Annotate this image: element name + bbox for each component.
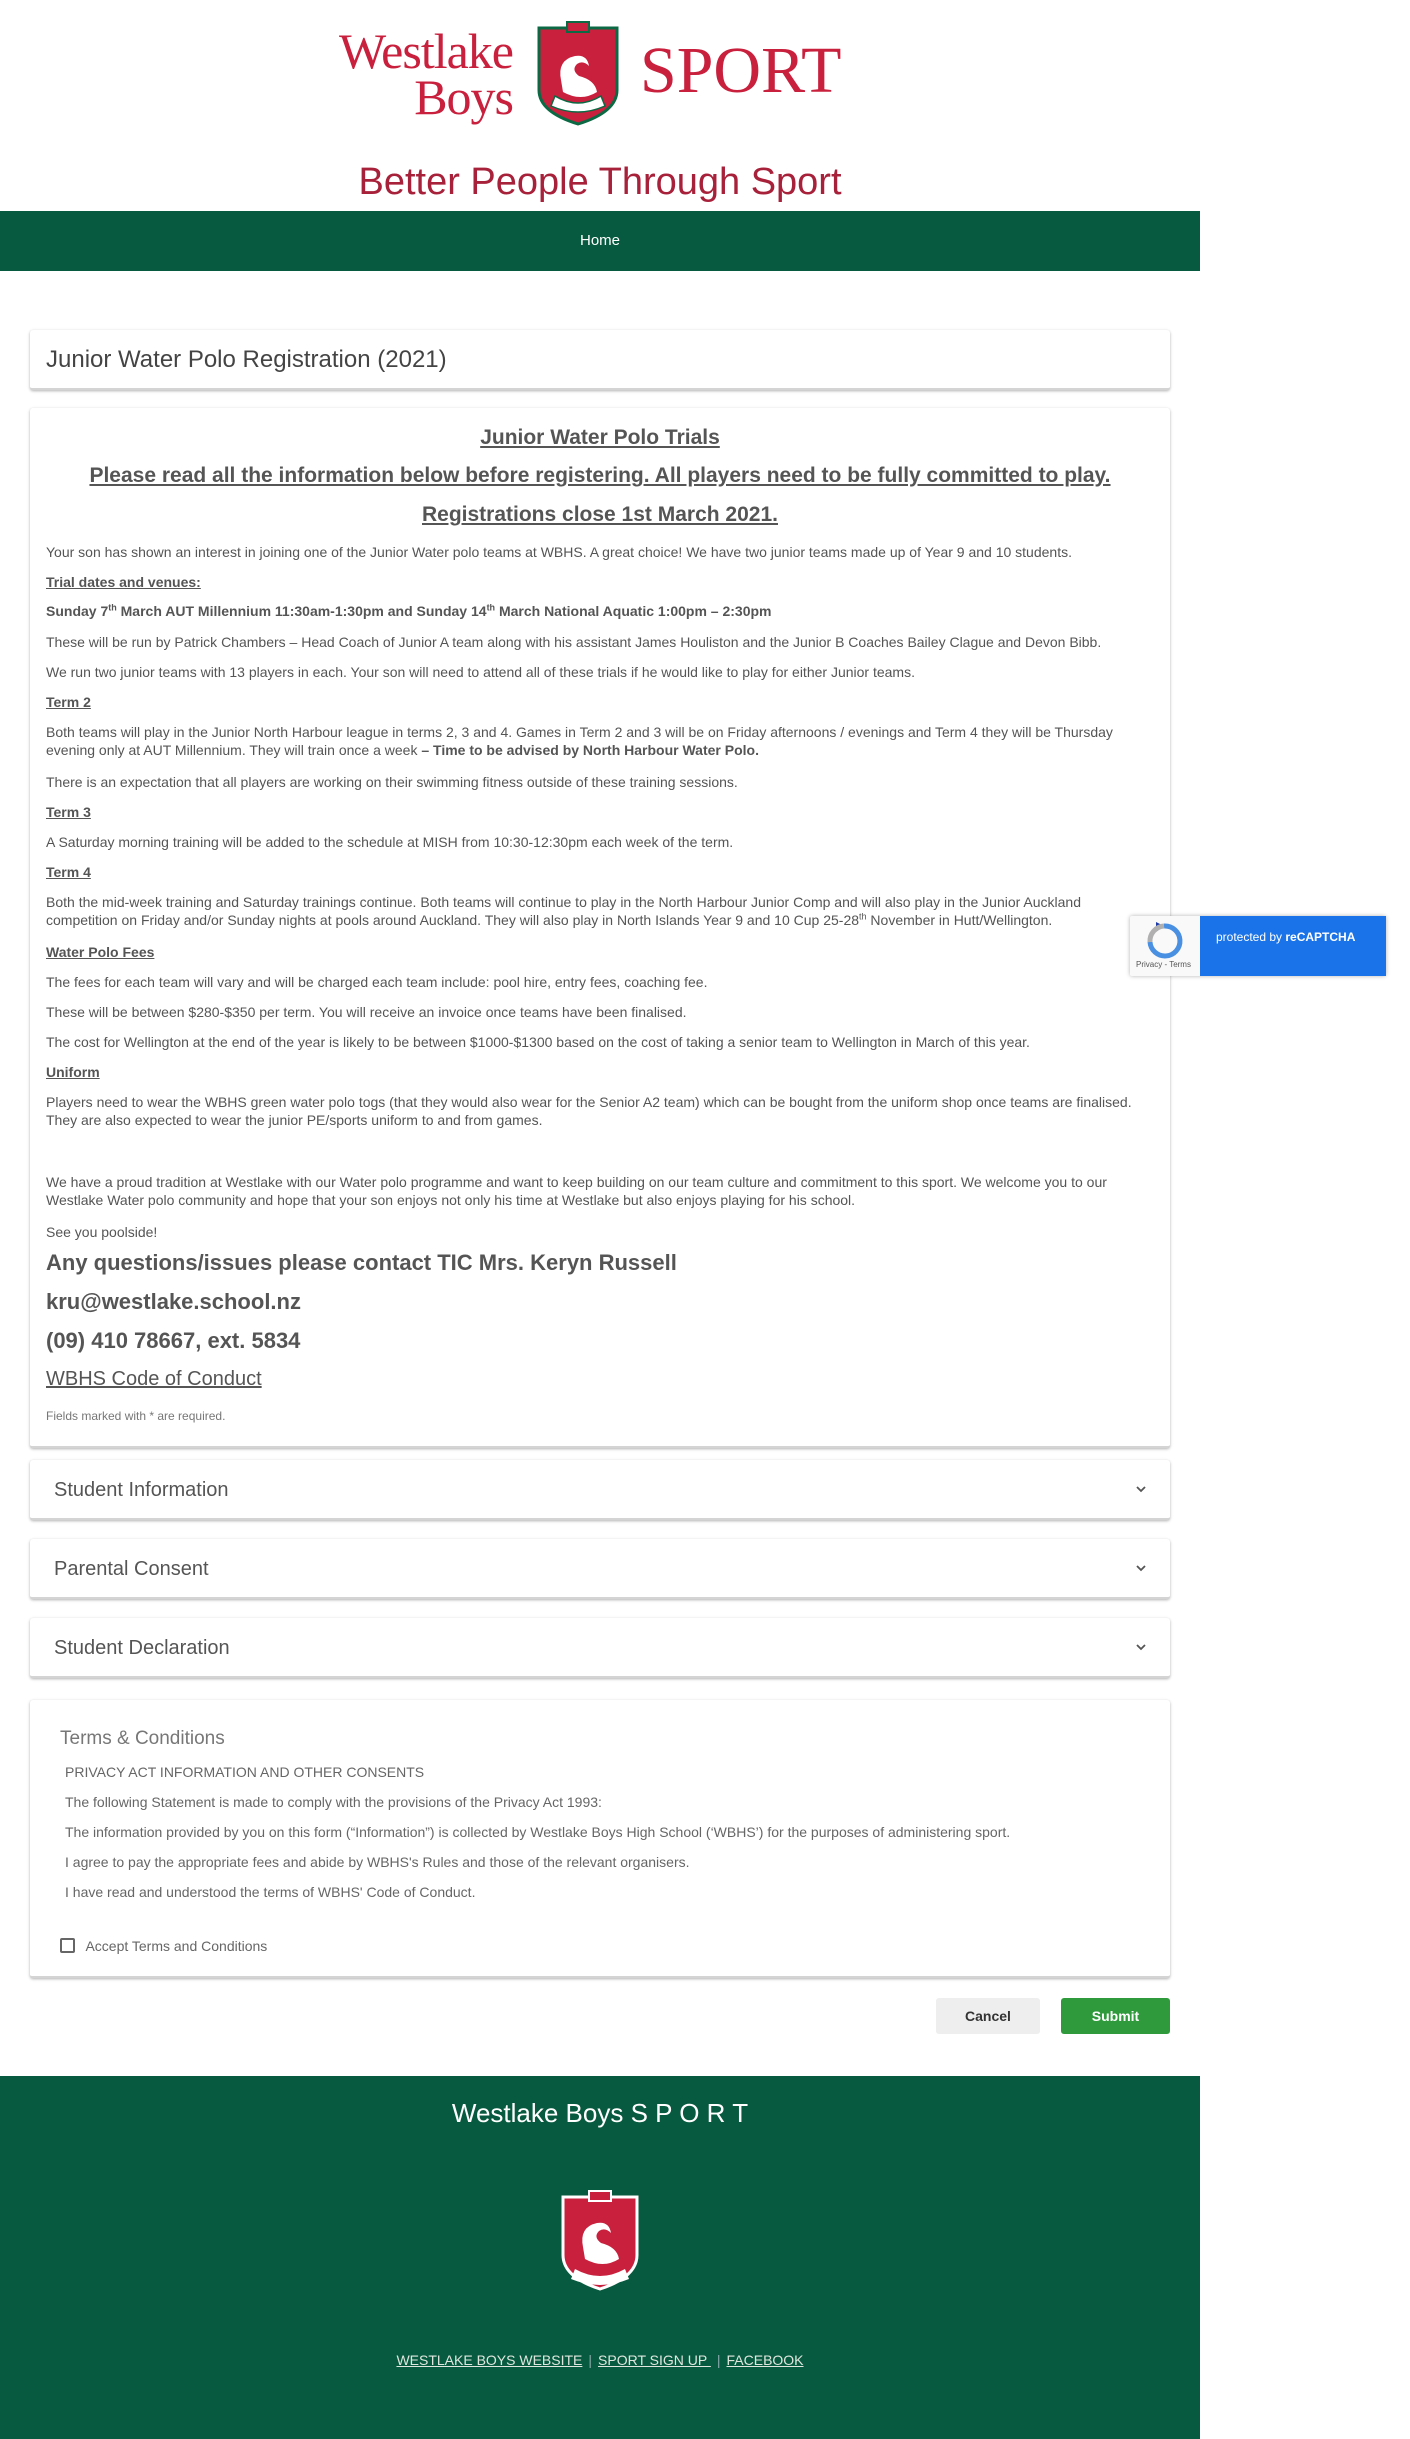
chevron-down-icon[interactable] xyxy=(1134,1482,1148,1496)
term2-heading: Term 2 xyxy=(46,694,91,710)
fees-text-1: The fees for each team will vary and will be charged each team include: pool hire, entry fees, coaching fee. xyxy=(46,974,708,990)
terms-title: Terms & Conditions xyxy=(60,1728,225,1749)
heading-trials: Junior Water Polo Trials xyxy=(480,426,720,449)
section-parental-consent[interactable] xyxy=(30,1539,1170,1599)
logo-line-boys: Boys xyxy=(414,69,513,125)
footer-links: WESTLAKE BOYS WEBSITE | SPORT SIGN UP | FACEBOOK xyxy=(396,2352,804,2368)
submit-button[interactable]: Submit xyxy=(1061,1998,1170,2034)
footer-link-sport-sign-up[interactable]: SPORT SIGN UP xyxy=(598,2352,711,2368)
trial-dates: Sunday 7th March AUT Millennium 11:30am-1:30pm and Sunday 14th March National Aquatic 1:00pm – 2:30pm xyxy=(46,602,772,619)
main-navbar xyxy=(0,211,1200,271)
accept-terms-label[interactable]: Accept Terms and Conditions xyxy=(85,1937,268,1954)
heading-registrations-close: Registrations close 1st March 2021. xyxy=(422,503,778,526)
site-footer xyxy=(0,2076,1200,2439)
footer-link-facebook[interactable]: FACEBOOK xyxy=(726,2352,804,2368)
footer-crest-icon xyxy=(555,2189,645,2299)
term3-text: A Saturday morning training will be added to the schedule at MISH from 10:30-12:30pm each week of the term. xyxy=(46,834,734,850)
code-of-conduct-link[interactable]: WBHS Code of Conduct xyxy=(46,1368,262,1390)
footer-link-website[interactable]: WESTLAKE BOYS WEBSITE xyxy=(396,2352,583,2368)
uniform-heading: Uniform xyxy=(46,1064,100,1080)
form-title: Junior Water Polo Registration (2021) xyxy=(46,346,447,373)
terms-line: I agree to pay the appropriate fees and abide by WBHS's Rules and those of the relevant organisers. xyxy=(65,1854,690,1870)
section-title: Parental Consent xyxy=(54,1558,209,1580)
tradition-text: We have a proud tradition at Westlake with our Water polo programme and want to keep building on our team culture and commitment to this sport. We welcome you to our Westlake Water polo community and hope that your son enjoys not only his time at Westlake but also enjoys playing for his school. xyxy=(46,1174,1107,1208)
logo-sport-wordmark[interactable]: SPORT xyxy=(640,34,842,107)
term3-heading: Term 3 xyxy=(46,804,91,820)
term2-text: Both teams will play in the Junior North Harbour league in terms 2, 3 and 4. Games in Term 2 and 3 will be on Friday afternoons / evenings and Term 4 they will be Thursday evening only at AUT Millennium. They will train once a week – Time to be advised by North Harbour Water Polo. xyxy=(46,724,1113,758)
cancel-button[interactable]: Cancel xyxy=(936,1998,1040,2034)
section-student-declaration[interactable] xyxy=(30,1618,1170,1678)
recaptcha-icon xyxy=(1142,922,1186,960)
contact-heading: Any questions/issues please contact TIC Mrs. Keryn Russell xyxy=(46,1250,677,1275)
fees-heading: Water Polo Fees xyxy=(46,944,155,960)
section-title: Student Information xyxy=(54,1479,229,1501)
form-info-card xyxy=(30,408,1170,1448)
terms-line: I have read and understood the terms of WBHS' Code of Conduct. xyxy=(65,1884,476,1900)
terms-card xyxy=(30,1700,1170,1978)
accept-terms-checkbox[interactable] xyxy=(60,1938,75,1953)
chevron-down-icon[interactable] xyxy=(1134,1561,1148,1575)
site-tagline: Better People Through Sport xyxy=(358,161,842,203)
nav-home-link[interactable]: Home xyxy=(579,232,620,249)
section-title: Student Declaration xyxy=(54,1637,230,1659)
recaptcha-panel xyxy=(1200,916,1386,976)
recaptcha-privacy-terms[interactable]: Privacy - Terms xyxy=(1136,960,1191,969)
contact-phone: (09) 410 78667, ext. 5834 xyxy=(46,1328,301,1353)
required-fields-note: Fields marked with * are required. xyxy=(46,1409,226,1423)
recaptcha-text: protected by reCAPTCHA xyxy=(1216,930,1356,944)
logo-line-westlake: Westlake xyxy=(338,23,513,79)
contact-email: kru@westlake.school.nz xyxy=(46,1289,301,1314)
section-student-information[interactable] xyxy=(30,1460,1170,1520)
teams-text: We run two junior teams with 13 players in each. Your son will need to attend all of these trials if he would like to play for either Junior teams. xyxy=(46,664,915,680)
expectation-text: There is an expectation that all players are working on their swimming fitness outside of these training sessions. xyxy=(46,774,738,790)
chevron-down-icon[interactable] xyxy=(1134,1640,1148,1654)
logo-wordmark[interactable] xyxy=(325,23,513,125)
trial-run-by: These will be run by Patrick Chambers – Head Coach of Junior A team along with his assistant James Houliston and the Junior B Coaches Bailey Clague and Devon Bibb. xyxy=(46,634,1102,650)
accept-terms-row[interactable] xyxy=(60,1937,267,1955)
term4-text: Both the mid-week training and Saturday trainings continue. Both teams will continue to play in the North Harbour Junior Comp and will also play in the Junior Auckland competition on Friday and/or Sunday nights at pools around Auckland. They will also play in North Islands Year 9 and 10 Cup 25-28th November in Hutt/Wellington. xyxy=(46,894,1082,928)
site-header xyxy=(0,0,1200,211)
form-title-card xyxy=(30,330,1170,390)
school-crest-icon xyxy=(531,20,625,132)
terms-line: The following Statement is made to comply with the provisions of the Privacy Act 1993: xyxy=(65,1794,602,1810)
recaptcha-badge[interactable] xyxy=(1130,916,1386,976)
terms-line: PRIVACY ACT INFORMATION AND OTHER CONSENTS xyxy=(65,1764,425,1780)
footer-title: Westlake Boys S P O R T xyxy=(451,2098,749,2128)
see-you-text: See you poolside! xyxy=(46,1224,158,1240)
heading-read-info: Please read all the information below before registering. All players need to be fully committed to play. xyxy=(89,464,1111,487)
fees-text-2: These will be between $280-$350 per term. You will receive an invoice once teams have been finalised. xyxy=(46,1004,687,1020)
terms-line: The information provided by you on this form (“Information”) is collected by Westlake Boys High School (‘WBHS’) for the purposes of administering sport. xyxy=(65,1824,1011,1840)
fees-text-3: The cost for Wellington at the end of the year is likely to be between $1000-$1300 based on the cost of taking a senior team to Wellington in March of this year. xyxy=(46,1034,1030,1050)
uniform-text: Players need to wear the WBHS green water polo togs (that they would also wear for the Senior A2 team) which can be bought from the uniform shop once teams are finalised. They are also expected to wear the junior PE/sports uniform to and from games. xyxy=(46,1094,1132,1128)
term4-heading: Term 4 xyxy=(46,864,91,880)
trial-heading: Trial dates and venues: xyxy=(46,574,201,590)
intro-text: Your son has shown an interest in joining one of the Junior Water polo teams at WBHS. A great choice! We have two junior teams made up of Year 9 and 10 students. xyxy=(46,544,1072,560)
